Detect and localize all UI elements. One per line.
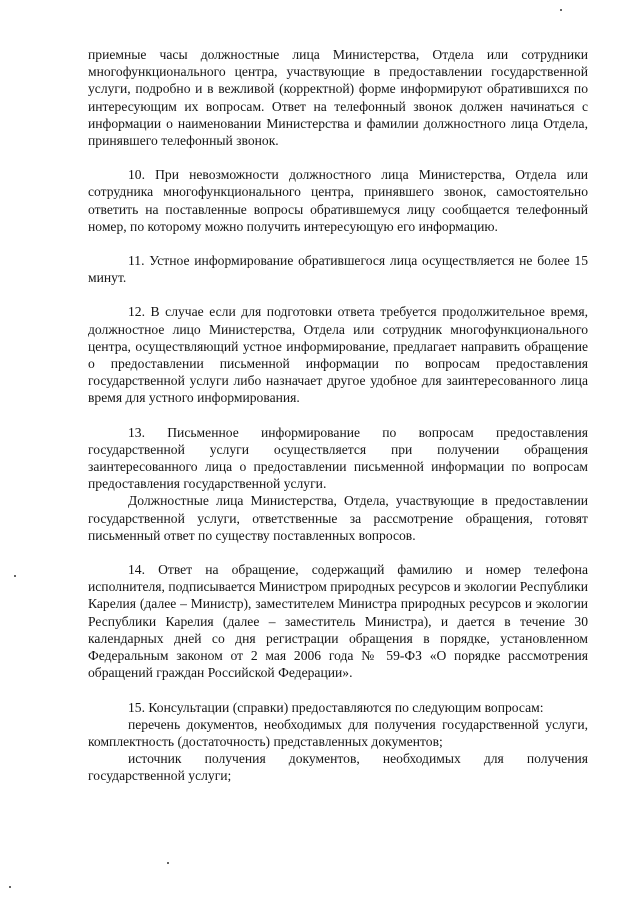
paragraph-13-officials: Должностные лица Министерства, Отдела, участвующие в предоставлении государственной услуги, ответственные за рассмотрение обращения, готовят письменный ответ по существу поставленных вопросов. — [88, 493, 588, 543]
paragraph-11: 11. Устное информирование обратившегося лица осуществляется не более 15 минут. — [88, 253, 588, 286]
scan-speck — [167, 862, 169, 864]
document-page — [88, 46, 588, 785]
paragraph-15-item-source: источник получения документов, необходимых для получения государственной услуги; — [88, 751, 588, 784]
scan-speck — [560, 9, 562, 11]
paragraph-15-item-documents: перечень документов, необходимых для получения государственной услуги, комплектность (достаточность) представленных документов; — [88, 716, 588, 749]
paragraph-gap — [88, 286, 588, 303]
paragraph-12: 12. В случае если для подготовки ответа требуется продолжительное время, должностное лицо Министерства, Отдела или сотрудник многофункционального центра, осуществляющий устное информирование, предлагает направить обращение о предоставлении письменной информации по вопросам предоставления государственной услуги либо назначает другое удобное для заинтересованного лица время для устного информирования. — [88, 304, 588, 406]
scan-speck — [14, 575, 16, 577]
scan-speck — [9, 886, 11, 888]
paragraph-continuation: приемные часы должностные лица Министерства, Отдела или сотрудники многофункционального центра, участвующие в предоставлении государственной услуги, подробно и в вежливой (корректной) форме информируют обратившихся по интересующим их вопросам. Ответ на телефонный звонок должен начинаться с информации о наименовании Министерства и фамилии должностного лица Отдела, принявшего телефонный звонок. — [88, 47, 588, 149]
paragraph-gap — [88, 544, 588, 561]
paragraph-13: 13. Письменное информирование по вопросам предоставления государственной услуги осуществляется при получении обращения заинтересованного лица о предоставлении письменной информации по вопросам предоставления государственной услуги. — [88, 424, 588, 492]
paragraph-gap — [88, 149, 588, 166]
paragraph-15: 15. Консультации (справки) предоставляются по следующим вопросам: — [128, 699, 544, 715]
paragraph-gap — [88, 407, 588, 424]
paragraph-10: 10. При невозможности должностного лица Министерства, Отдела или сотрудника многофункционального центра, принявшего звонок, самостоятельно ответить на поставленные вопросы обратившемуся лицу сообщается телефонный номер, по которому можно получить интересующую его информацию. — [88, 167, 588, 234]
paragraph-gap — [88, 235, 588, 252]
paragraph-gap — [88, 682, 588, 699]
paragraph-14: 14. Ответ на обращение, содержащий фамилию и номер телефона исполнителя, подписывается Министром природных ресурсов и экологии Республики Карелия (далее – Министр), заместителем Министра природных ресурсов и экологии Республики Карелия (далее – заместитель Министра), и дается в течение 30 календарных дней со дня регистрации обращения в порядке, установленном Федеральным законом от 2 мая 2006 года № 59-ФЗ «О порядке рассмотрения обращений граждан Российской Федерации». — [88, 562, 588, 681]
